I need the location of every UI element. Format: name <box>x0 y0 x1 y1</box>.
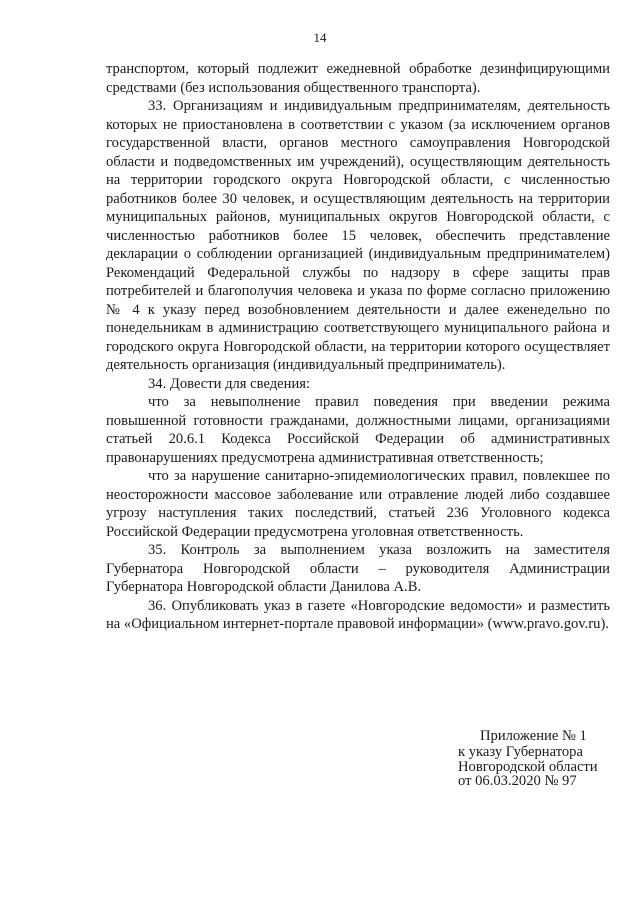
paragraph-continuation: транспортом, который подлежит ежедневной обработке дезинфицирующими средствами (без использования общественного транспорта). <box>106 61 610 96</box>
paragraph-34-item-2: что за нарушение санитарно-эпидемиологических правил, повлекшее по неосторожности массовое заболевание или отравление людей либо создавшее угрозу наступления таких последствий, статьей 236 Уголовного кодекса Российской Федерации предусмотрена уголовная ответственность. <box>106 468 610 540</box>
paragraph-34-item-1: что за невыполнение правил поведения при введении режима повышенной готовности гражданами, должностными лицами, организациями статьей 20.6.1 Кодекса Российской Федерации об административных правонарушениях предусмотрена административная ответственность; <box>106 394 610 466</box>
appendix-line-2: Новгородской области <box>458 758 598 775</box>
appendix-line-3: от 06.03.2020 № 97 <box>458 773 577 789</box>
appendix-reference <box>458 745 598 789</box>
paragraph-33: 33. Организациям и индивидуальным предпринимателям, деятельность которых не приостановлена в соответствии с указом (за исключением органов государственной власти, органов местного самоуправления Новгородской области и подведомственных им учреждений), осуществляющим деятельность на территории городского округа Новгородской области, с численностью работников более 30 человек, и осуществляющим деятельность на территории муниципальных районов, муниципальных округов Новгородской области, с численностью работников более 15 человек, обеспечить представление декларации о соблюдении организацией (индивидуальным предпринимателем) Рекомендаций Федеральной службы по надзору в сфере защиты прав потребителей и благополучия человека и указа по форме согласно приложению № 4 к указу перед возобновлением деятельности и далее еженедельно по понедельникам в администрацию соответствующего муниципального района и городского округа Новгородской области, на территории которого осуществляет деятельность организация (индивидуальный предприниматель). <box>106 98 610 373</box>
appendix-line-1: к указу Губернатора <box>458 744 583 760</box>
appendix-title: Приложение № 1 <box>480 728 587 744</box>
page-number: 14 <box>313 30 327 45</box>
document-body <box>106 60 610 634</box>
paragraph-36: 36. Опубликовать указ в газете «Новгородские ведомости» и разместить на «Официальном интернет-портале правовой информации» (www.pravo.gov.ru). <box>106 597 610 632</box>
paragraph-34: 34. Довести для сведения: <box>148 375 311 392</box>
paragraph-35: 35. Контроль за выполнением указа возложить на заместителя Губернатора Новгородской области – руководителя Администрации Губернатора Новгородской области Данилова А.В. <box>106 542 610 595</box>
